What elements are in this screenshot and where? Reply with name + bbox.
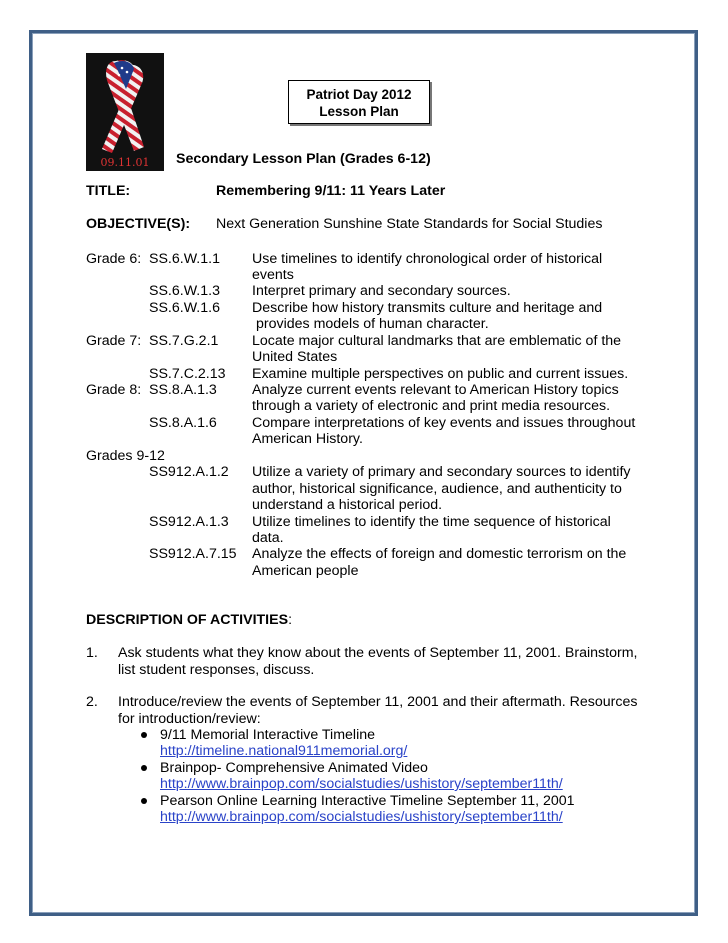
objective-value: Next Generation Sunshine State Standards for Social Studies: [216, 216, 603, 232]
box-line-2: Lesson Plan: [319, 104, 399, 119]
standard-code: SS912.A.1.2: [149, 464, 229, 480]
grade-7-label: Grade 7:: [86, 333, 142, 349]
ribbon-logo: [86, 53, 164, 171]
bullet-icon: [141, 765, 147, 771]
standard-desc: American History.: [252, 431, 363, 447]
standard-desc: American people: [252, 563, 359, 579]
standard-code: SS.7.G.2.1: [149, 333, 219, 349]
activity-text: for introduction/review:: [118, 711, 261, 727]
activity-text: list student responses, discuss.: [118, 662, 315, 678]
standard-desc: United States: [252, 349, 338, 365]
standard-desc: through a variety of electronic and print media resources.: [252, 398, 611, 414]
activity-text: Ask students what they know about the events of September 11, 2001. Brainstorm,: [118, 645, 638, 661]
title-label: TITLE:: [86, 183, 131, 199]
bullet-icon: [141, 798, 147, 804]
standard-code: SS.8.A.1.3: [149, 382, 217, 398]
standard-desc: events: [252, 267, 294, 283]
standard-desc: Utilize a variety of primary and secondary sources to identify: [252, 464, 631, 480]
activity-number: 2.: [86, 694, 98, 710]
resource-link[interactable]: http://www.brainpop.com/socialstudies/ushistory/september11th/: [160, 809, 563, 825]
standard-desc: provides models of human character.: [256, 316, 489, 332]
resource-link[interactable]: http://www.brainpop.com/socialstudies/ushistory/september11th/: [160, 776, 563, 792]
subtitle: Secondary Lesson Plan (Grades 6-12): [176, 151, 431, 167]
standard-desc: Examine multiple perspectives on public and current issues.: [252, 366, 629, 382]
standard-desc: understand a historical period.: [252, 497, 443, 513]
resource-title: 9/11 Memorial Interactive Timeline: [160, 727, 375, 743]
logo-date: 09.11.01: [100, 156, 150, 169]
activity-text: Introduce/review the events of September 11, 2001 and their aftermath. Resources: [118, 694, 638, 710]
grade-6-label: Grade 6:: [86, 251, 142, 267]
resource-title: Brainpop- Comprehensive Animated Video: [160, 760, 428, 776]
activities-heading: DESCRIPTION OF ACTIVITIES:: [86, 612, 293, 628]
standard-code: SS.6.W.1.3: [149, 283, 220, 299]
objective-label: OBJECTIVE(S):: [86, 216, 191, 232]
grade-9-12-label: Grades 9-12: [86, 448, 165, 464]
bullet-icon: [141, 732, 147, 738]
standard-desc: data.: [252, 530, 284, 546]
standard-desc: Locate major cultural landmarks that are emblematic of the: [252, 333, 622, 349]
standard-code: SS.7.C.2.13: [149, 366, 226, 382]
grade-8-label: Grade 8:: [86, 382, 142, 398]
standard-desc: Analyze the effects of foreign and domestic terrorism on the: [252, 546, 627, 562]
title-value: Remembering 9/11: 11 Years Later: [216, 183, 446, 199]
standard-desc: Describe how history transmits culture and heritage and: [252, 300, 603, 316]
standard-desc: Analyze current events relevant to American History topics: [252, 382, 619, 398]
standard-code: SS912.A.1.3: [149, 514, 229, 530]
lesson-title-box: [288, 80, 430, 124]
resource-title: Pearson Online Learning Interactive Timeline September 11, 2001: [160, 793, 575, 809]
activity-number: 1.: [86, 645, 98, 661]
box-line-1: Patriot Day 2012: [306, 87, 412, 102]
standard-desc: Interpret primary and secondary sources.: [252, 283, 511, 299]
standard-code: SS.6.W.1.6: [149, 300, 220, 316]
resource-link[interactable]: http://timeline.national911memorial.org/: [160, 743, 408, 759]
standard-code: SS.6.W.1.1: [149, 251, 220, 267]
standard-code: SS.8.A.1.6: [149, 415, 217, 431]
standard-code: SS912.A.7.15: [149, 546, 237, 562]
standard-desc: Compare interpretations of key events and issues throughout: [252, 415, 636, 431]
standard-desc: Use timelines to identify chronological order of historical: [252, 251, 603, 267]
standard-desc: Utilize timelines to identify the time sequence of historical: [252, 514, 611, 530]
standard-desc: author, historical significance, audience, and authenticity to: [252, 481, 622, 497]
